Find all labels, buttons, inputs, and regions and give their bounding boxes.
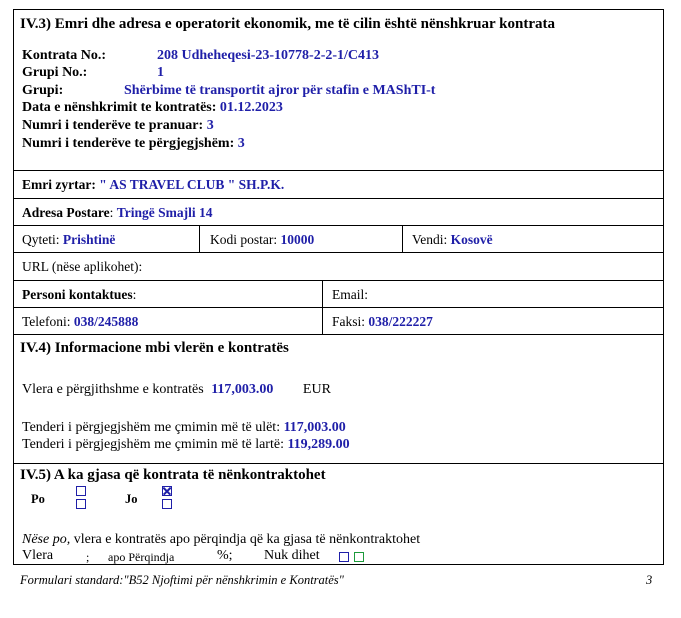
city-cell (22, 232, 115, 248)
value-semicolon: ; (86, 550, 90, 564)
section-iv5-heading: IV.5) A ka gjasa që kontrata të nënkontraktohet (20, 467, 326, 483)
tenders-received-label: Numri i tenderëve te pranuar: (22, 118, 204, 133)
section-iv3 (14, 10, 663, 171)
postal-code-value: 10000 (280, 232, 315, 247)
percent-suffix: %; (217, 548, 233, 563)
phone-divider (322, 308, 323, 334)
sign-date-label: Data e nënshkrimit te kontratës: (22, 100, 217, 115)
lowest-label: Tenderi i përgjegjshëm me çmimin më të ulët: (22, 420, 281, 435)
tenders-responsive-value: 3 (237, 136, 245, 151)
no-label: Jo (125, 492, 138, 506)
country-value: Kosovë (450, 232, 493, 247)
sign-date-line (22, 100, 283, 116)
group-value: Shërbime të transportit ajror për stafin e MAShTI-t (124, 83, 436, 98)
no-checkbox-checked[interactable] (162, 486, 172, 496)
email-label: Email: (332, 287, 368, 302)
contract-no-value: 208 Udheheqesi-23-10778-2-2-1/C413 (157, 48, 380, 63)
postal-address-line: Adresa Postare: Tringë Smajli 14 (22, 205, 213, 220)
city-divider (199, 226, 200, 252)
if-yes-text: vlera e kontratës apo përqindja që ka gjasa të nënkontraktohet (73, 532, 421, 547)
footer-form-label: Formulari standard:"B52 Njoftimi për nënshkrimin e Kontratës" (20, 573, 344, 587)
or-percent-label: apo Përqindja (108, 550, 175, 564)
contract-no-label: Kontrata No.: (22, 48, 106, 63)
total-value-label: Vlera e përgjithshme e kontratës (22, 382, 204, 397)
city-row (14, 226, 663, 253)
url-row (14, 253, 663, 281)
city-value: Prishtinë (62, 232, 116, 247)
postal-code-label: Kodi postar: (210, 232, 278, 247)
lowest-line (22, 420, 346, 436)
contact-divider (322, 281, 323, 307)
phone-value: 038/245888 (73, 314, 139, 329)
total-value: 117,003.00 (211, 382, 274, 397)
official-name-value: " AS TRAVEL CLUB " SH.P.K. (99, 177, 285, 192)
group-no-value: 1 (157, 65, 164, 80)
postal-address-label: Adresa Postare (22, 205, 110, 220)
unknown-checkbox-blue[interactable] (339, 552, 349, 562)
country-label: Vendi: (412, 232, 448, 247)
country-cell (412, 232, 493, 248)
tenders-responsive-label: Numri i tenderëve te përgjegjshëm: (22, 136, 235, 151)
phone-label: Telefoni: (22, 314, 71, 329)
yes-label: Po (31, 492, 45, 506)
contract-form-frame (13, 9, 664, 565)
postal-address-value: Tringë Smajli 14 (116, 205, 213, 220)
phone-row (14, 308, 663, 335)
postal-address-row (14, 199, 663, 226)
phone-cell (22, 314, 138, 330)
section-iv4-heading: IV.4) Informacione mbi vlerën e kontratës (20, 340, 289, 356)
if-yes-line (22, 532, 420, 548)
country-divider (402, 226, 403, 252)
fax-label: Faksi: (332, 314, 366, 329)
currency: EUR (302, 382, 331, 397)
contact-person-cell: Personi kontaktues: (22, 287, 137, 302)
contact-row (14, 281, 663, 308)
footer-page-number: 3 (646, 573, 653, 587)
if-yes-italic: Nëse po, (22, 532, 71, 547)
official-name-row (14, 171, 663, 199)
unknown-checkbox-green[interactable] (354, 552, 364, 562)
url-label: URL (nëse aplikohet): (22, 259, 143, 274)
fax-cell (332, 314, 433, 330)
highest-label: Tenderi i përgjegjshëm me çmimin më të lartë: (22, 437, 284, 452)
yes-checkbox-top[interactable] (76, 486, 86, 496)
yes-checkbox[interactable] (76, 499, 86, 509)
contact-person-label: Personi kontaktues (22, 287, 133, 302)
total-value-line (22, 382, 331, 398)
sign-date-value: 01.12.2023 (219, 100, 283, 115)
tenders-responsive-line (22, 136, 245, 152)
highest-line (22, 437, 350, 453)
group-no-label: Grupi No.: (22, 65, 88, 80)
tenders-received-line (22, 118, 214, 134)
lowest-value: 117,003.00 (283, 420, 346, 435)
no-checkbox[interactable] (162, 499, 172, 509)
city-label: Qyteti: (22, 232, 60, 247)
value-label: Vlera (22, 548, 54, 563)
official-name-line: Emri zyrtar: " AS TRAVEL CLUB " SH.P.K. (22, 177, 285, 192)
highest-value: 119,289.00 (287, 437, 350, 452)
section-iv3-heading: IV.3) Emri dhe adresa e operatorit ekonomik, me të cilin është nënshkruar kontrata (20, 16, 555, 32)
postal-code-cell (210, 232, 314, 248)
section-iv4 (14, 335, 663, 464)
unknown-label: Nuk dihet (264, 548, 320, 563)
section-iv5 (14, 464, 663, 564)
tenders-received-value: 3 (206, 118, 214, 133)
group-label: Grupi: (22, 83, 64, 98)
fax-value: 038/222227 (368, 314, 433, 329)
official-name-label: Emri zyrtar (22, 177, 92, 192)
